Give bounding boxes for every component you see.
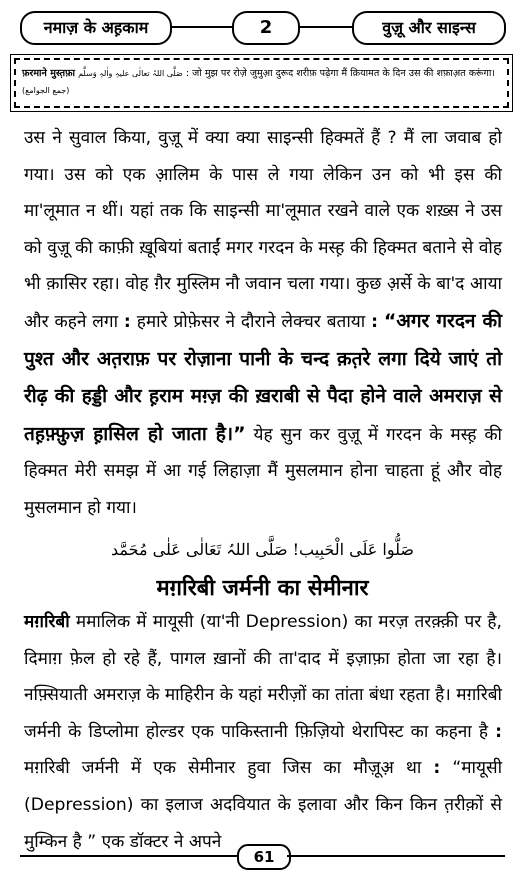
body-paragraph-1: उस ने सुवाल किया, वुज़ू में क्या क्या साइन्सी हिक्मतें हैं ? मैं ला जवाब हो गया। उस को एक आ़लिम के पास ले गया लेकिन उन को भी इस की मा'लूमात न थीं। यहां तक कि साइन्सी मा'लूमात रखने वाले एक शख़्स ने उस को वुज़ू की काफ़ी ख़ूबियां बताईं मगर गरदन के मस्ह़ की हिक्मत बताने से वोह भी क़ासिर रहा। वोह ग़ैर मुस्लिम नौ जवान चला गया। कुछ अ़र्से के बा'द आया और कहने लगा : हमारे प्रोफ़ेसर ने दौराने लेक्चर बताया : “अगर गरदन की पुश्त और अत़राफ़ पर रोज़ाना पानी के चन्द क़त़रे लगा दिये जाएं तो रीढ़ की हड्डी और ह़राम मग़्ज़ की ख़राबी से पैदा होने वाले अमराज़ से तह़फ़्फ़ुज़ ह़ासिल हो जाता है।” येह सुन कर वुज़ू में गरदन के मस्ह़ की हिक्मत मेरी समझ में आ गई लिहाज़ा मैं मुसलमान होना चाहता हूं और वोह मुसलमान हो गया।	[24, 128, 503, 518]
chapter-number: 2	[232, 11, 300, 45]
quote-1: “अगर गरदन की पुश्त और अत़राफ़ पर रोज़ाना पानी के चन्द क़त़रे लगा दिये जाएं तो रीढ़ की हड्डी और ह़राम मग़्ज़ की ख़राबी से पैदा होने वाले अमराज़ से तह़फ़्फ़ुज़ ह़ासिल हो जाता है।”	[24, 309, 503, 445]
para2-lead: मग़रिबी	[24, 612, 70, 632]
para1-colon: :	[123, 311, 131, 332]
para2-colon: :	[495, 721, 502, 742]
section-heading: मग़रिबी जर्मनी का सेमीनार	[156, 576, 369, 601]
hadith-box	[14, 58, 509, 108]
para2-text2: मग़रिबी जर्मनी में एक सेमीनार हुवा जिस का मौज़ूअ़ था	[24, 758, 422, 779]
footer-rule-left	[20, 855, 237, 857]
hadith-text: : जो मुझ पर रोज़े जुमुआ़ दुरूद शरीफ़ पढ़ेगा मैं क़ियामत के दिन उस की शफ़ाअ़त करूंगा।	[185, 68, 496, 79]
para1-mid: हमारे प्रोफ़ेसर ने दौराने लेक्चर बताया	[136, 311, 366, 332]
para1-start: उस ने सुवाल किया, वुज़ू में क्या क्या साइन्सी हिक्मतें हैं ? मैं ला जवाब हो गया। उस को एक आ़लिम के पास ले गया लेकिन उन को भी इस की मा'लूमात न थीं। यहां तक कि साइन्सी मा'लूमात रखने वाले एक शख़्स ने उस को वुज़ू की काफ़ी ख़ूबियां बताईं मगर गरदन के मस्ह़ की हिक्मत बताने से वोह भी क़ासिर रहा। वोह ग़ैर मुस्लिम नौ जवान चला गया। कुछ अ़र्से के बा'द आया और कहने लगा	[24, 128, 502, 332]
para2-text3: एक डॉक्टर ने अपने	[101, 831, 222, 852]
section-title: वुज़ू और साइन्स	[352, 11, 506, 45]
book-title: नमाज़ के अह़काम	[20, 11, 172, 45]
page-number: 61	[237, 844, 291, 870]
body-paragraph-2: मग़रिबी ममालिक में मायूसी (या'नी Depression) का मरज़ तरक़्क़ी पर है, दिमाग़ फ़ेल हो रहे हैं, पागल ख़ानों की ता'दाद में इज़ाफ़ा होता जा रहा है। नफ़्सियाती अमराज़ के माहिरीन के यहां मरीज़ों का तांता बंधा रहता है। मग़रिबी जर्मनी के डिप्लोमा होल्डर एक पाकिस्तानी फ़िज़ियो थेरापिस्ट का कहना है : मग़रिबी जर्मनी में एक सेमीनार हुवा जिस का मौज़ूअ़ था : “मायूसी (Depression) का इलाज अदवियात के इलावा और किन किन त़रीक़ों से मुम्किन है ” एक डॉक्टर ने अपने	[24, 612, 503, 852]
footer-rule-right	[287, 855, 505, 857]
hadith-source: (جمع الجوامع)	[22, 86, 70, 95]
arabic-blessing: صَلَّی اللہُ تعالٰی علیہِ واٰلہٖ وَسلَّم	[78, 69, 183, 78]
para1-end: येह सुन कर वुज़ू में गरदन के मस्ह़ की हिक्मत मेरी समझ में आ गई लिहाज़ा मैं मुसलमान होना चाहता हूं और वोह मुसलमान हो गया।	[24, 424, 503, 518]
header-rule-right	[296, 26, 352, 28]
quote-2: “मायूसी (Depression) का इलाज अदवियात के इलावा और किन किन त़रीक़ों से मुम्किन है ”	[24, 758, 503, 852]
hadith-label: फ़रमाने मुस्त़फ़ा	[22, 68, 76, 79]
para2-text1: ममालिक में मायूसी (या'नी Depression) का मरज़ तरक़्क़ी पर है, दिमाग़ फ़ेल हो रहे हैं, पागल ख़ानों की ता'दाद में इज़ाफ़ा होता जा रहा है। नफ़्सियाती अमराज़ के माहिरीन के यहां मरीज़ों का तांता बंधा रहता है। मग़रिबी जर्मनी के डिप्लोमा होल्डर एक पाकिस्तानी फ़िज़ियो थेरापिस्ट का कहना है	[24, 612, 502, 742]
header-rule-left	[168, 26, 232, 28]
salawat: صَلُّوا عَلَی الْحَبِیب! صَلَّی اللہُ تَعَالٰی عَلٰی مُحَمَّد	[110, 540, 414, 559]
